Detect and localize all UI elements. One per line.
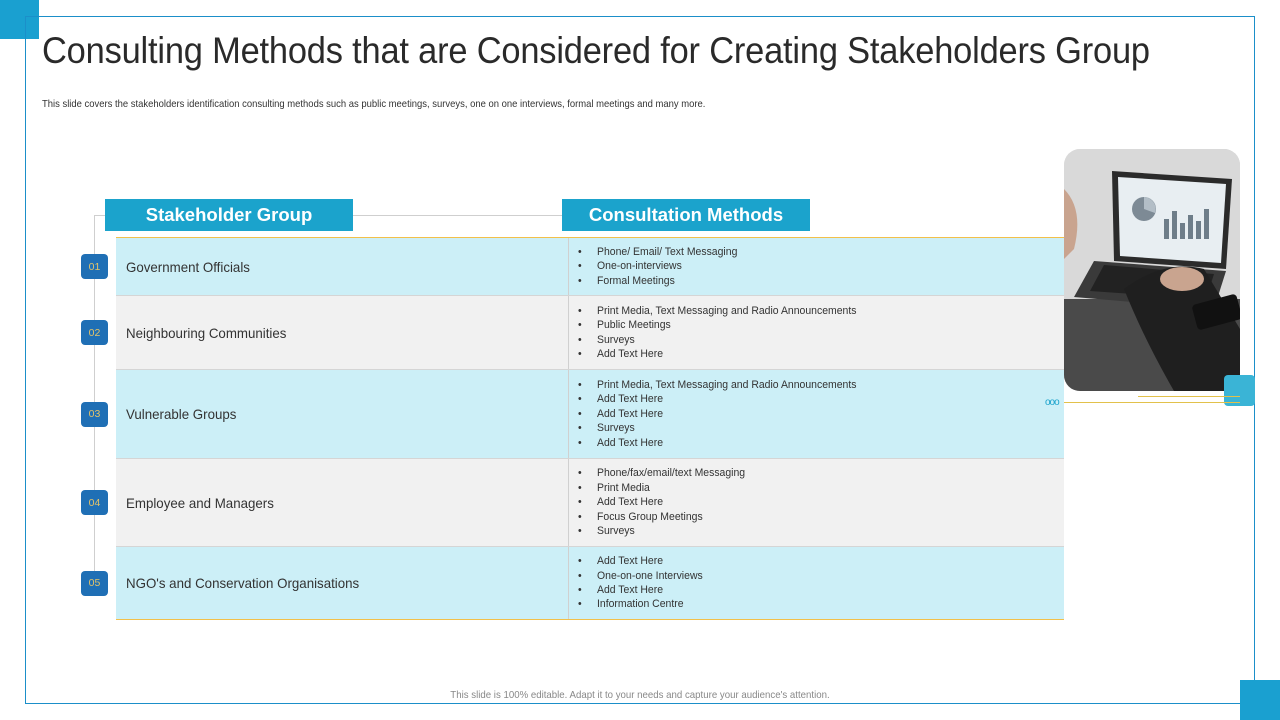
bullet-icon: • [578, 467, 582, 480]
method-item [578, 318, 856, 332]
bullet-icon: • [578, 481, 582, 494]
row-number-badge: 02 [81, 320, 108, 345]
bullet-icon: • [578, 555, 582, 568]
method-text: Add Text Here [597, 496, 664, 509]
method-item [578, 347, 856, 361]
bullet-icon: • [578, 496, 582, 509]
row-number-badge: 04 [81, 490, 108, 515]
consultation-methods-list [578, 370, 871, 458]
method-text: Focus Group Meetings [597, 510, 703, 523]
row-number-badge: 03 [81, 402, 108, 427]
table-bottom-border [116, 619, 1064, 620]
method-item [578, 245, 737, 259]
method-text: Add Text Here [597, 436, 664, 449]
row-number-badge: 01 [81, 254, 108, 279]
method-item [578, 466, 745, 480]
method-text: Surveys [597, 333, 635, 346]
method-text: Surveys [597, 422, 635, 435]
table-row [116, 547, 1064, 620]
method-text: Print Media, Text Messaging and Radio Announcements [597, 304, 857, 317]
method-item [578, 569, 703, 583]
table-row [116, 296, 1064, 370]
method-item [578, 304, 856, 318]
method-text: Formal Meetings [597, 274, 675, 287]
stakeholder-group-name: Vulnerable Groups [126, 406, 237, 422]
bullet-icon: • [578, 569, 582, 582]
row-number-badge: 05 [81, 571, 108, 596]
method-item [578, 495, 745, 509]
slide-title: Consulting Methods that are Considered for Creating Stakeholders Group [42, 30, 1150, 71]
method-text: Add Text Here [597, 347, 664, 360]
stakeholder-group-name: Government Officials [126, 258, 250, 275]
bullet-icon: • [578, 422, 582, 435]
laptop-illustration [1064, 149, 1240, 391]
method-text: Phone/fax/email/text Messaging [597, 467, 746, 480]
method-item [578, 274, 737, 288]
method-text: Print Media, Text Messaging and Radio Announcements [597, 378, 857, 391]
method-text: Public Meetings [597, 319, 671, 332]
slide-footer: This slide is 100% editable. Adapt it to your needs and capture your audience's attention. [450, 689, 830, 701]
stakeholder-group-name: Employee and Managers [126, 494, 274, 511]
bullet-icon: • [578, 378, 582, 391]
bullet-icon: • [578, 436, 582, 449]
bullet-icon: • [578, 274, 582, 287]
table-row [116, 238, 1064, 296]
bullet-icon: • [578, 333, 582, 346]
consultation-methods-list [578, 547, 709, 619]
method-text: Print Media [597, 481, 650, 494]
bullet-icon: • [578, 525, 582, 538]
method-item [578, 392, 856, 406]
method-item [578, 436, 856, 450]
method-item [578, 554, 703, 568]
decor-dots: ooo [1045, 397, 1059, 408]
decor-line [1064, 402, 1240, 403]
column-divider [568, 547, 569, 619]
method-text: Add Text Here [597, 393, 664, 406]
method-item [578, 510, 745, 524]
method-text: Add Text Here [597, 407, 664, 420]
method-item [578, 524, 745, 538]
method-text: Phone/ Email/ Text Messaging [597, 245, 738, 258]
consultation-methods-list [578, 238, 746, 295]
column-divider [568, 296, 569, 369]
stakeholder-group-name: NGO's and Conservation Organisations [126, 575, 360, 591]
method-item [578, 481, 745, 495]
method-text: Add Text Here [597, 555, 664, 568]
consultation-methods-list [578, 296, 871, 369]
method-item [578, 407, 856, 421]
bullet-icon: • [578, 260, 582, 273]
bullet-icon: • [578, 304, 582, 317]
bullet-icon: • [578, 584, 582, 596]
method-item [578, 421, 856, 435]
method-item [578, 378, 856, 392]
slide-subtitle: This slide covers the stakeholders identification consulting methods such as public meetings, surveys, one on one interviews, formal meetings and many more. [42, 98, 706, 110]
method-item [578, 333, 856, 347]
bullet-icon: • [578, 407, 582, 420]
bullet-icon: • [578, 319, 582, 332]
method-text: One-on-interviews [597, 260, 682, 273]
bullet-icon: • [578, 245, 582, 258]
column-divider [568, 459, 569, 546]
bullet-icon: • [578, 393, 582, 406]
table-row [116, 370, 1064, 459]
bullet-icon: • [578, 510, 582, 523]
column-divider [568, 370, 569, 458]
method-text: Add Text Here [597, 584, 664, 596]
stakeholder-group-header: Stakeholder Group [105, 199, 353, 231]
method-text: Surveys [597, 525, 635, 538]
method-text: One-on-one Interviews [597, 569, 703, 582]
consultation-methods-list [578, 459, 754, 546]
corner-accent-bottom-right [1240, 680, 1280, 720]
column-divider [568, 238, 569, 295]
decor-line [1138, 396, 1240, 397]
bullet-icon: • [578, 598, 582, 611]
method-text: Information Centre [597, 598, 684, 611]
method-item [578, 583, 703, 597]
method-item [578, 259, 737, 273]
method-item [578, 597, 703, 611]
laptop-photo [1064, 149, 1240, 391]
bullet-icon: • [578, 347, 582, 360]
consultation-methods-header: Consultation Methods [562, 199, 810, 231]
table-row [116, 459, 1064, 547]
stakeholder-group-name: Neighbouring Communities [126, 324, 287, 341]
